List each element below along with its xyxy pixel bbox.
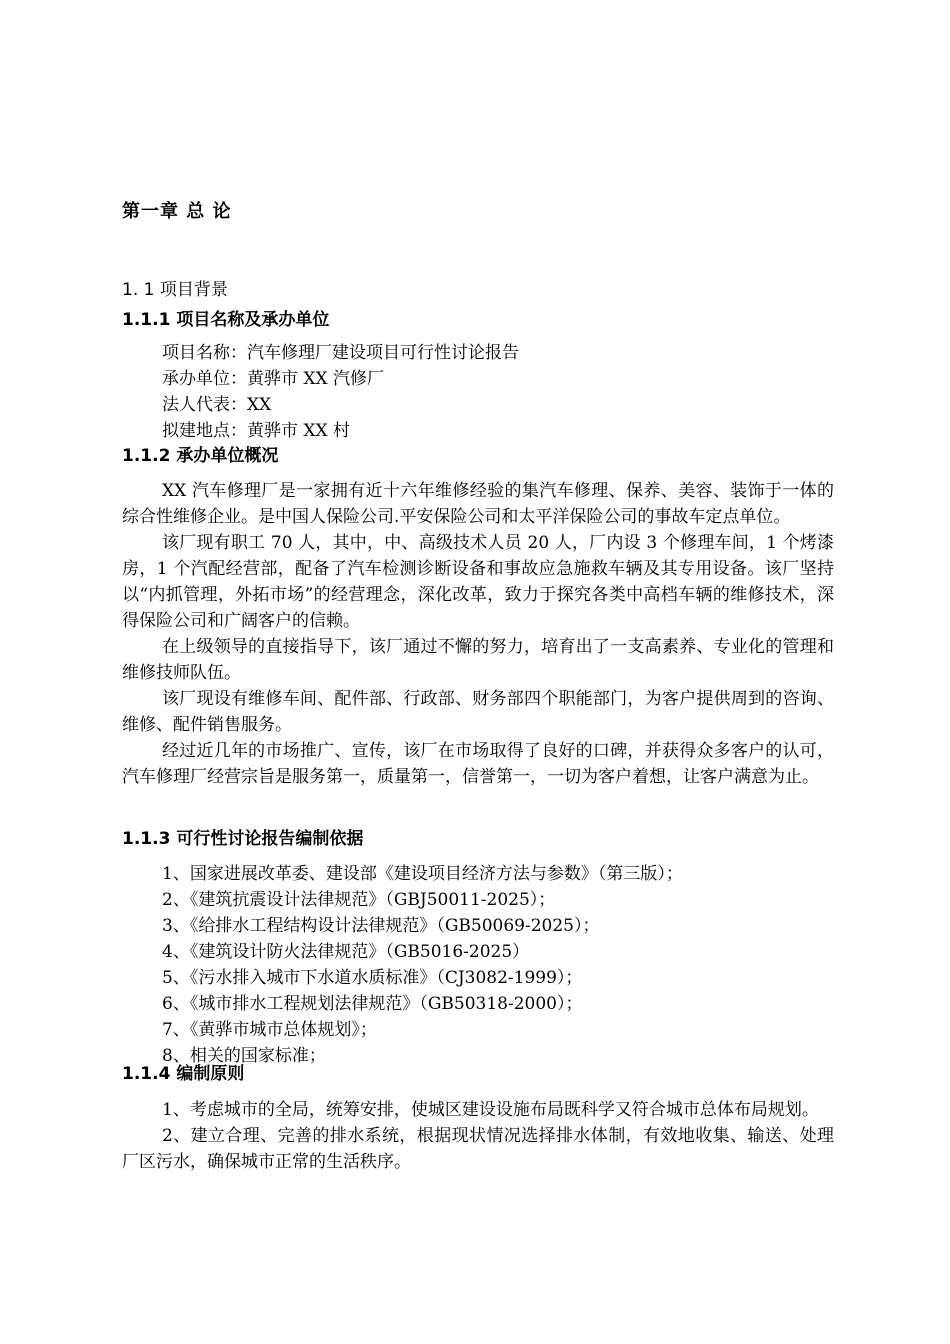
basis-list [122,861,834,1069]
basis-item: 4、《建筑设计防火法律规范》（GB5016-2025） [162,942,530,962]
basis-item: 2、《建筑抗震设计法律规范》（GBJ50011-2025）； [162,890,556,910]
heading-1-1-3: 1.1.3 可行性讨论报告编制依据 [122,829,364,849]
project-info-line: 法人代表：XX [162,395,272,415]
basis-item: 1、国家进展改革委、建设部《建设项目经济方法与参数》（第三版）； [162,864,683,884]
principles-body [122,1097,834,1175]
project-info-line: 项目名称：汽车修理厂建设项目可行性讨论报告 [162,343,519,363]
basis-item: 7、《黄骅市城市总体规划》； [162,1020,377,1040]
basis-item: 3、《给排水工程结构设计法律规范》（GB50069-2025）； [162,916,600,936]
paragraph: 2、建立合理、完善的排水系统，根据现状情况选择排水体制，有效地收集、输送、处理厂区污水，确保城市正常的生活秩序。 [122,1126,834,1172]
chapter-title: 第一章 总 论 [122,201,232,222]
section-title-1-1: 1. 1 项目背景 [122,280,228,300]
project-info-line: 承办单位：黄骅市 XX 汽修厂 [162,369,385,389]
heading-1-1-4: 1.1.4 编制原则 [122,1064,245,1084]
paragraph: 1、考虑城市的全局，统筹安排，使城区建设设施布局既科学又符合城市总体布局规划。 [162,1100,819,1120]
paragraph: 该厂现有职工 70 人，其中，中、高级技术人员 20 人，厂内设 3 个修理车间，1 个烤漆房，1 个汽配经营部，配备了汽车检测诊断设备和事故应急施救车辆及其专用设备。该厂坚持以“内抓管理，外拓市场”的经营理念，深化改革，致力于探究各类中高档车辆的维修技术，深得保险公司和广阔客户的信赖。 [122,533,834,631]
overview-body [122,478,834,790]
paragraph: 经过近几年的市场推广、宣传，该厂在市场取得了良好的口碑，并获得众多客户的认可，汽车修理厂经营宗旨是服务第一，质量第一，信誉第一，一切为客户着想，让客户满意为止。 [122,741,834,787]
heading-1-1-2: 1.1.2 承办单位概况 [122,446,279,466]
project-info-list [122,340,834,444]
basis-item: 6、《城市排水工程规划法律规范》（GB50318-2000）； [162,994,583,1014]
heading-1-1-1: 1.1.1 项目名称及承办单位 [122,310,330,330]
paragraph: XX 汽车修理厂是一家拥有近十六年维修经验的集汽车修理、保养、美容、装饰于一体的综合性维修企业。是中国人保险公司.平安保险公司和太平洋保险公司的事故车定点单位。 [122,481,834,527]
basis-item: 8、相关的国家标准； [162,1046,326,1066]
basis-item: 5、《污水排入城市下水道水质标准》（CJ3082-1999）； [162,968,583,988]
paragraph: 在上级领导的直接指导下，该厂通过不懈的努力，培育出了一支高素养、专业化的管理和维修技师队伍。 [122,637,834,683]
paragraph: 该厂现设有维修车间、配件部、行政部、财务部四个职能部门，为客户提供周到的咨询、维修、配件销售服务。 [122,689,834,735]
project-info-line: 拟建地点：黄骅市 XX 村 [162,421,351,441]
